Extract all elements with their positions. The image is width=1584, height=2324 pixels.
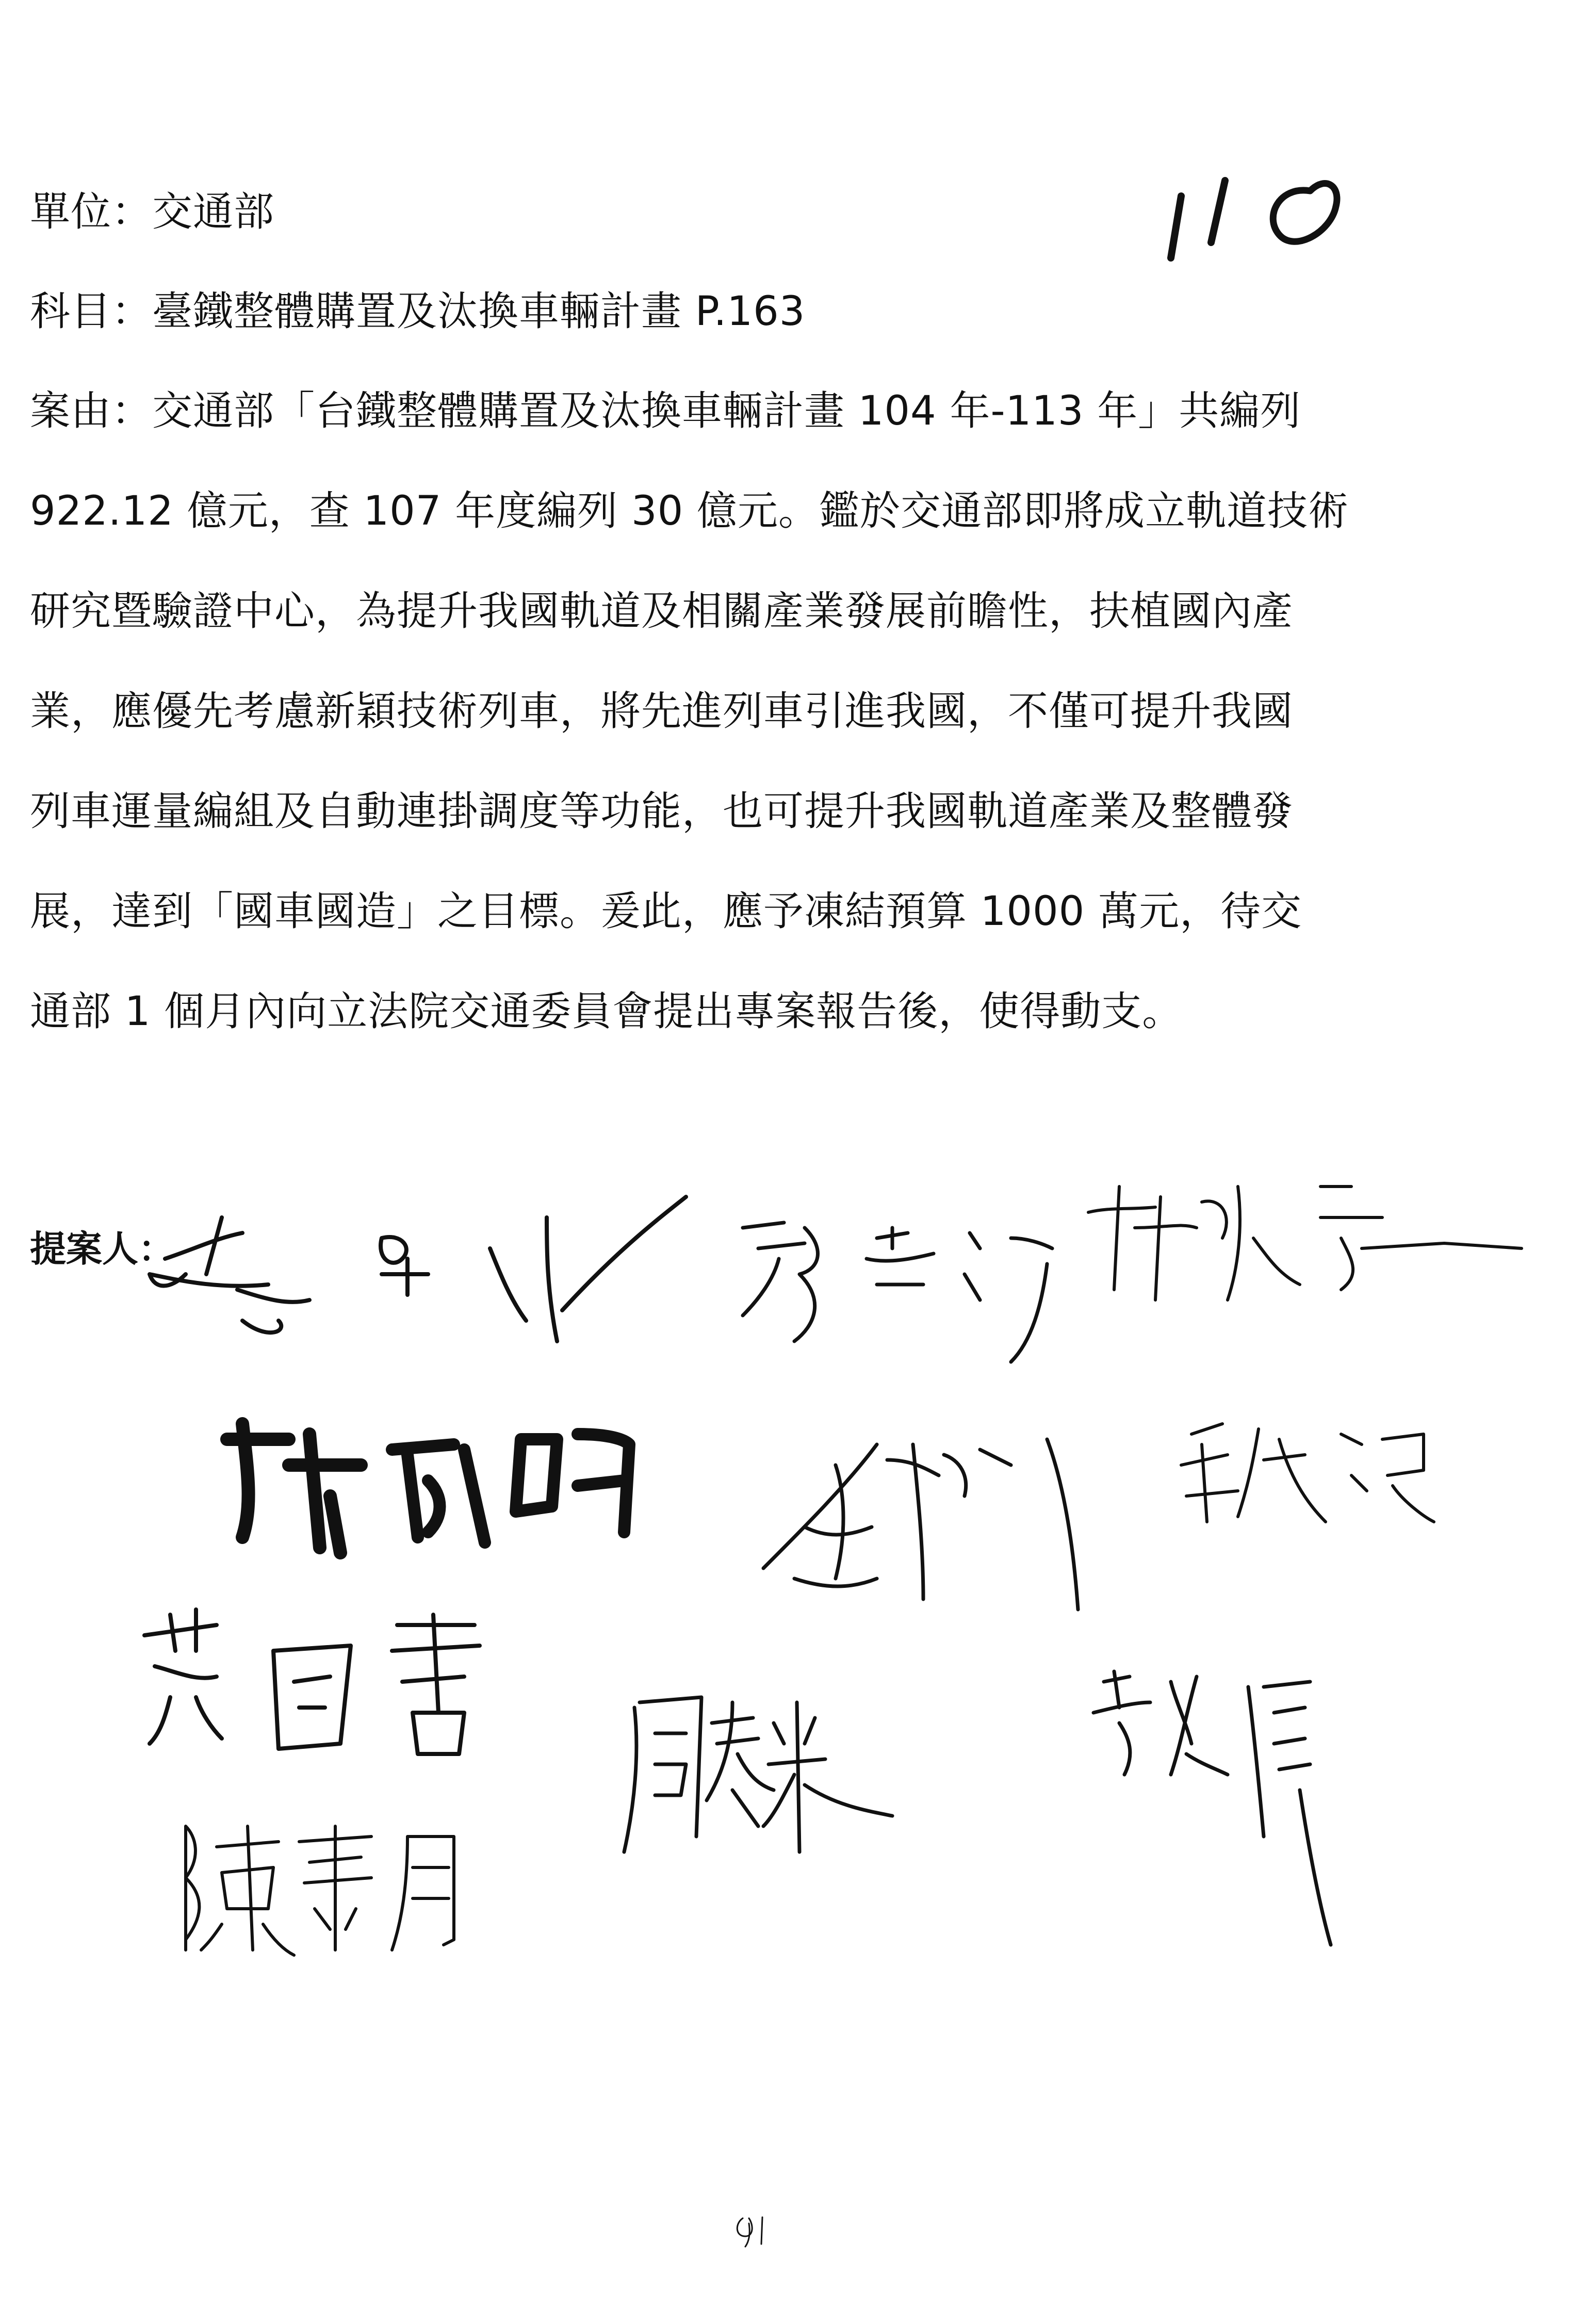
body-line: 展，達到「國車國造」之目標。爰此，應予凍結預算 1000 萬元，待交 [30, 888, 1302, 935]
signature-huang-kuo-shu [144, 1610, 480, 1754]
proposer-label: 提案人： [30, 1228, 174, 1270]
signature-li-kun-tse [150, 1197, 686, 1341]
body-line: 通部 1 個月內向立法院交通委員會提出專案報告後，使得動支。 [30, 988, 1183, 1035]
signature-chou-chun-mi [624, 1697, 892, 1852]
subject-line: 科目：臺鐵整體購置及汰換車輛計畫 P.163 [30, 288, 806, 335]
body-line: 列車運量編組及自動連掛調度等功能，也可提升我國軌道產業及整體發 [30, 788, 1294, 835]
body-line: 研究暨驗證中心，為提升我國軌道及相關產業發展前瞻性，扶植國內產 [30, 588, 1294, 635]
signature-cheng-pao-ching [743, 1223, 1052, 1362]
body-line: 922.12 億元，查 107 年度編列 30 億元。鑑於交通部即將成立軌道技術 [30, 488, 1349, 534]
body-line: 案由：交通部「台鐵整體購置及汰換車輛計畫 104 年-113 年」共編列 [30, 388, 1301, 434]
unit-line: 單位：交通部 [30, 189, 275, 235]
signature-lin-chun-hsien [1088, 1187, 1522, 1300]
signature-liu-chao-hao [763, 1439, 1078, 1610]
signature-su-chen-ching [1093, 1671, 1331, 1945]
signature-chen-ou-po [227, 1424, 629, 1553]
page-number-mark [737, 2217, 762, 2247]
signature-chung-chia-pin [1181, 1424, 1434, 1522]
handwritten-number [1171, 181, 1337, 258]
body-line: 業，應優先考慮新穎技術列車，將先進列車引進我國，不僅可提升我國 [30, 688, 1294, 735]
signature-chen-su-yueh [186, 1826, 454, 1955]
page-number [732, 2213, 733, 2214]
